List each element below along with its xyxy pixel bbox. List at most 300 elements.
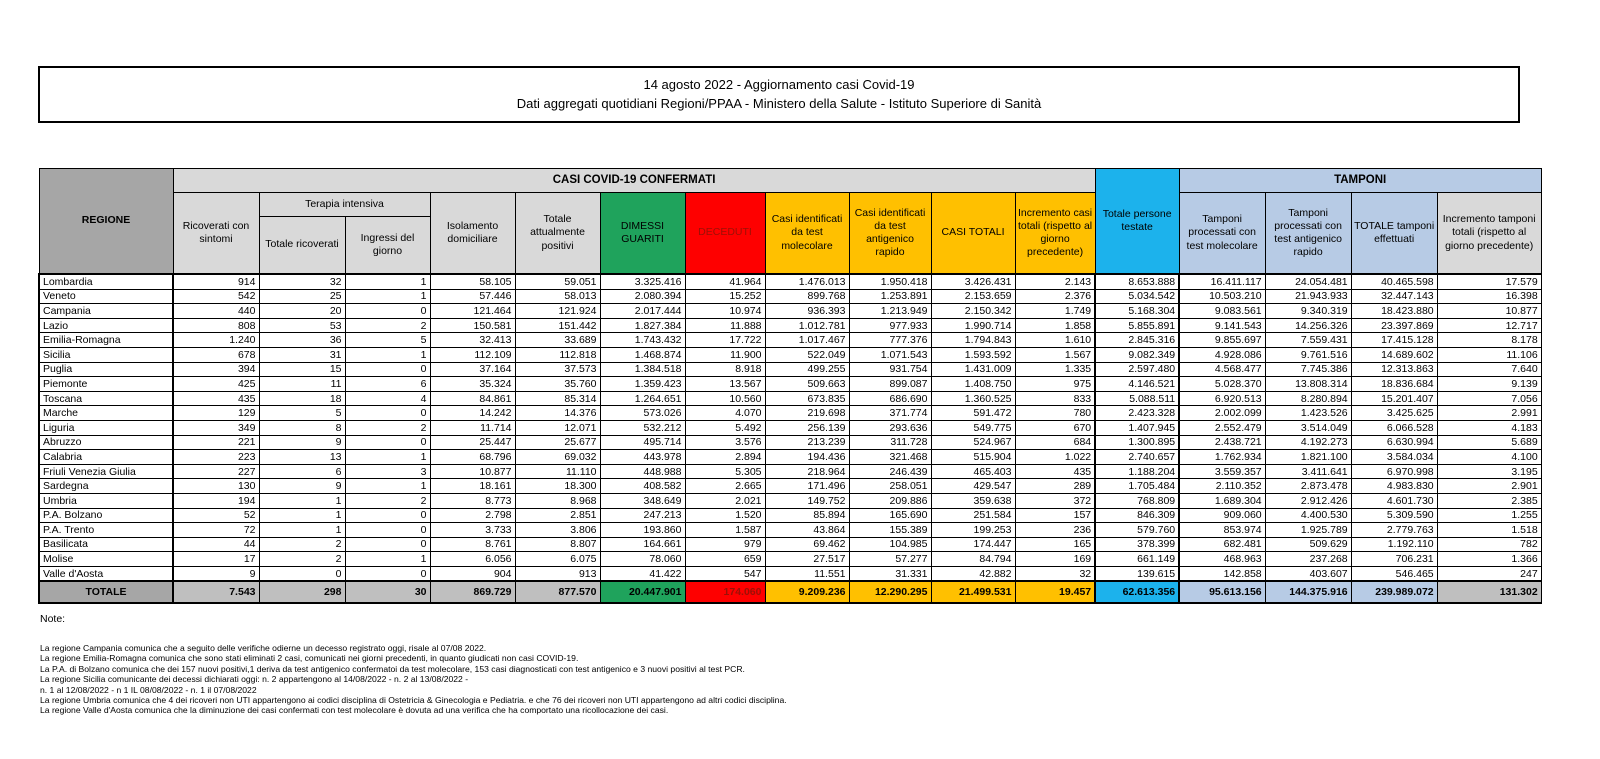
data-cell: 17.415.128 — [1351, 333, 1437, 348]
region-name: Veneto — [39, 289, 173, 304]
data-cell: 495.714 — [600, 435, 685, 450]
data-cell: 213.239 — [765, 435, 849, 450]
data-cell: 31.331 — [849, 566, 931, 581]
data-cell: 2.438.721 — [1179, 435, 1265, 450]
report-date-title: 14 agosto 2022 - Aggiornamento casi Covid-19 — [643, 77, 915, 92]
data-cell: 509.629 — [1265, 537, 1351, 552]
data-cell: 2.385 — [1437, 493, 1541, 508]
data-cell: 1.300.895 — [1095, 435, 1179, 450]
data-cell: 8.807 — [515, 537, 600, 552]
data-cell: 3.411.641 — [1265, 464, 1351, 479]
region-name: Liguria — [39, 420, 173, 435]
data-cell: 2.901 — [1437, 479, 1541, 494]
data-cell: 3.195 — [1437, 464, 1541, 479]
data-cell: 194 — [173, 493, 259, 508]
data-cell: 1.253.891 — [849, 289, 931, 304]
data-cell: 3.733 — [430, 523, 515, 538]
col-header-totale-ricoverati: Totale ricoverati — [259, 217, 345, 275]
data-cell: 174.447 — [931, 537, 1015, 552]
data-cell: 13.808.314 — [1265, 377, 1351, 392]
note-line: n. 1 al 12/08/2022 - n 1 IL 08/08/2022 - n. 1 il 07/08/2022 — [40, 684, 257, 695]
data-cell: 1 — [345, 479, 430, 494]
data-cell: 41.422 — [600, 566, 685, 581]
col-header-incremento-casi: Incremento casi totali (rispetto al giorno precedente) — [1015, 193, 1095, 275]
data-cell: 236 — [1015, 523, 1095, 538]
data-cell: 1.359.423 — [600, 377, 685, 392]
data-cell: 209.886 — [849, 493, 931, 508]
data-cell: 425 — [173, 377, 259, 392]
data-cell: 1.423.526 — [1265, 406, 1351, 421]
data-cell: 218.964 — [765, 464, 849, 479]
data-cell: 5 — [259, 406, 345, 421]
data-cell: 6 — [345, 377, 430, 392]
data-cell: 678 — [173, 347, 259, 362]
data-cell: 1 — [259, 493, 345, 508]
data-cell: 149.752 — [765, 493, 849, 508]
data-cell: 5.168.304 — [1095, 304, 1179, 319]
data-cell: 1.990.714 — [931, 318, 1015, 333]
data-cell: 6.075 — [515, 552, 600, 567]
data-cell: 42.882 — [931, 566, 1015, 581]
data-cell: 899.087 — [849, 377, 931, 392]
data-cell: 72 — [173, 523, 259, 538]
table-row — [39, 391, 1541, 406]
table-row — [39, 523, 1541, 538]
col-header-tamponi-molecolare: Tamponi processati con test molecolare — [1179, 193, 1265, 275]
data-cell: 10.877 — [430, 464, 515, 479]
data-cell: 14.689.602 — [1351, 347, 1437, 362]
data-cell: 4.601.730 — [1351, 493, 1437, 508]
data-cell: 35.760 — [515, 377, 600, 392]
data-cell: 1.950.418 — [849, 274, 931, 289]
data-cell: 546.465 — [1351, 566, 1437, 581]
data-cell: 112.818 — [515, 347, 600, 362]
data-cell: 165 — [1015, 537, 1095, 552]
data-cell: 670 — [1015, 420, 1095, 435]
data-cell: 11.888 — [685, 318, 765, 333]
table-row — [39, 479, 1541, 494]
data-cell: 6.066.528 — [1351, 420, 1437, 435]
data-cell: 32 — [259, 274, 345, 289]
data-cell: 524.967 — [931, 435, 1015, 450]
table-row — [39, 274, 1541, 289]
total-cell: 95.613.156 — [1179, 581, 1265, 603]
data-cell: 157 — [1015, 508, 1095, 523]
data-cell: 150.581 — [430, 318, 515, 333]
table-row — [39, 435, 1541, 450]
data-cell: 12.313.863 — [1351, 362, 1437, 377]
data-cell: 7.640 — [1437, 362, 1541, 377]
data-cell: 85.314 — [515, 391, 600, 406]
data-cell: 684 — [1015, 435, 1095, 450]
data-cell: 5.088.511 — [1095, 391, 1179, 406]
data-cell: 2.021 — [685, 493, 765, 508]
data-cell: 1 — [259, 523, 345, 538]
region-name: Molise — [39, 552, 173, 567]
table-row — [39, 537, 1541, 552]
data-cell: 2.665 — [685, 479, 765, 494]
region-name: Calabria — [39, 450, 173, 465]
region-name: Umbria — [39, 493, 173, 508]
data-cell: 1 — [345, 450, 430, 465]
data-cell: 8.653.888 — [1095, 274, 1179, 289]
data-cell: 10.877 — [1437, 304, 1541, 319]
col-header-totale-persone-testate: Totale persone testate — [1095, 169, 1179, 275]
covid-data-table — [38, 168, 1542, 604]
data-cell: 1 — [259, 508, 345, 523]
data-cell: 909.060 — [1179, 508, 1265, 523]
data-cell: 14.242 — [430, 406, 515, 421]
total-cell: 144.375.916 — [1265, 581, 1351, 603]
group-header-terapia-intensiva: Terapia intensiva — [259, 193, 430, 217]
data-cell: 448.988 — [600, 464, 685, 479]
data-cell: 10.974 — [685, 304, 765, 319]
total-row-label: TOTALE — [39, 581, 173, 603]
data-cell: 9.139 — [1437, 377, 1541, 392]
data-cell: 2 — [345, 420, 430, 435]
data-cell: 706.231 — [1351, 552, 1437, 567]
data-cell: 8 — [259, 420, 345, 435]
data-cell: 3.514.049 — [1265, 420, 1351, 435]
data-cell: 6.630.994 — [1351, 435, 1437, 450]
region-name: Basilicata — [39, 537, 173, 552]
data-cell: 0 — [345, 304, 430, 319]
total-cell: 131.302 — [1437, 581, 1541, 603]
data-cell: 659 — [685, 552, 765, 567]
data-cell: 1.567 — [1015, 347, 1095, 362]
data-cell: 8.773 — [430, 493, 515, 508]
data-cell: 348.649 — [600, 493, 685, 508]
data-cell: 130 — [173, 479, 259, 494]
data-cell: 221 — [173, 435, 259, 450]
total-cell: 21.499.531 — [931, 581, 1015, 603]
data-cell: 121.464 — [430, 304, 515, 319]
data-cell: 1.360.525 — [931, 391, 1015, 406]
data-cell: 247.213 — [600, 508, 685, 523]
data-cell: 193.860 — [600, 523, 685, 538]
col-header-casi-test-antigenico: Casi identificati da test antigenico rapido — [849, 193, 931, 275]
col-header-dimessi-guariti: DIMESSI GUARITI — [600, 193, 685, 275]
table-row — [39, 464, 1541, 479]
data-cell: 686.690 — [849, 391, 931, 406]
data-cell: 394 — [173, 362, 259, 377]
data-cell: 32 — [1015, 566, 1095, 581]
data-cell: 6.970.998 — [1351, 464, 1437, 479]
data-cell: 9 — [259, 435, 345, 450]
data-cell: 11.900 — [685, 347, 765, 362]
data-cell: 4 — [345, 391, 430, 406]
data-cell: 499.255 — [765, 362, 849, 377]
data-cell: 53 — [259, 318, 345, 333]
data-cell: 977.933 — [849, 318, 931, 333]
table-row — [39, 552, 1541, 567]
data-cell: 0 — [345, 566, 430, 581]
table-row — [39, 406, 1541, 421]
note-line: La regione Campania comunica che a seguito delle verifiche odierne un decesso registrato oggi, risale al 07/08 2022. — [40, 643, 487, 653]
region-name: Marche — [39, 406, 173, 421]
data-cell: 57.446 — [430, 289, 515, 304]
data-cell: 1.017.467 — [765, 333, 849, 348]
region-name: Friuli Venezia Giulia — [39, 464, 173, 479]
total-cell: 20.447.901 — [600, 581, 685, 603]
region-name: Sardegna — [39, 479, 173, 494]
data-cell: 78.060 — [600, 552, 685, 567]
data-cell: 0 — [345, 362, 430, 377]
data-cell: 33.689 — [515, 333, 600, 348]
data-cell: 9.141.543 — [1179, 318, 1265, 333]
data-cell: 782 — [1437, 537, 1541, 552]
data-cell: 2.845.316 — [1095, 333, 1179, 348]
data-cell: 32.413 — [430, 333, 515, 348]
data-cell: 5.305 — [685, 464, 765, 479]
col-header-isolamento-domiciliare: Isolamento domiciliare — [430, 193, 515, 275]
data-cell: 171.496 — [765, 479, 849, 494]
group-header-casi-confermati: CASI COVID-19 CONFERMATI — [173, 169, 1095, 193]
data-cell: 2.376 — [1015, 289, 1095, 304]
data-cell: 979 — [685, 537, 765, 552]
data-cell: 165.690 — [849, 508, 931, 523]
total-row — [39, 581, 1541, 603]
notes-heading: Note: — [40, 613, 66, 625]
data-cell: 1.520 — [685, 508, 765, 523]
data-cell: 4.400.530 — [1265, 508, 1351, 523]
data-cell: 5.689 — [1437, 435, 1541, 450]
table-row — [39, 304, 1541, 319]
data-cell: 27.517 — [765, 552, 849, 567]
data-cell: 151.442 — [515, 318, 600, 333]
data-cell: 2.423.328 — [1095, 406, 1179, 421]
data-cell: 846.309 — [1095, 508, 1179, 523]
region-name: Lombardia — [39, 274, 173, 289]
data-cell: 10.503.210 — [1179, 289, 1265, 304]
data-cell: 2.740.657 — [1095, 450, 1179, 465]
table-row — [39, 377, 1541, 392]
data-cell: 17 — [173, 552, 259, 567]
data-cell: 9.761.516 — [1265, 347, 1351, 362]
data-cell: 0 — [345, 523, 430, 538]
data-cell: 8.968 — [515, 493, 600, 508]
data-cell: 44 — [173, 537, 259, 552]
data-cell: 2 — [259, 537, 345, 552]
data-cell: 2.912.426 — [1265, 493, 1351, 508]
data-cell: 465.403 — [931, 464, 1015, 479]
data-cell: 289 — [1015, 479, 1095, 494]
data-cell: 8.761 — [430, 537, 515, 552]
data-cell: 522.049 — [765, 347, 849, 362]
data-cell: 931.754 — [849, 362, 931, 377]
col-header-casi-test-molecolare: Casi identificati da test molecolare — [765, 193, 849, 275]
data-cell: 468.963 — [1179, 552, 1265, 567]
data-cell: 6.920.513 — [1179, 391, 1265, 406]
data-cell: 1.022 — [1015, 450, 1095, 465]
data-cell: 1.366 — [1437, 552, 1541, 567]
data-cell: 18.423.880 — [1351, 304, 1437, 319]
data-cell: 0 — [345, 435, 430, 450]
col-header-ricoverati-con-sintomi: Ricoverati con sintomi — [173, 193, 259, 275]
data-cell: 2.002.099 — [1179, 406, 1265, 421]
data-cell: 573.026 — [600, 406, 685, 421]
data-cell: 2.851 — [515, 508, 600, 523]
data-cell: 4.070 — [685, 406, 765, 421]
col-header-incremento-tamponi: Incremento tamponi totali (rispetto al giorno precedente) — [1437, 193, 1541, 275]
data-cell: 1 — [345, 274, 430, 289]
notes-list — [40, 643, 1540, 716]
data-cell: 14.256.326 — [1265, 318, 1351, 333]
data-cell: 13 — [259, 450, 345, 465]
region-name: Toscana — [39, 391, 173, 406]
data-cell: 3.559.357 — [1179, 464, 1265, 479]
data-cell: 9 — [173, 566, 259, 581]
data-cell: 4.192.273 — [1265, 435, 1351, 450]
col-header-regione: REGIONE — [39, 169, 173, 275]
data-cell: 7.745.386 — [1265, 362, 1351, 377]
data-cell: 23.397.869 — [1351, 318, 1437, 333]
data-cell: 58.013 — [515, 289, 600, 304]
data-cell: 25.447 — [430, 435, 515, 450]
data-cell: 3.426.431 — [931, 274, 1015, 289]
region-name: Abruzzo — [39, 435, 173, 450]
data-cell: 1.610 — [1015, 333, 1095, 348]
data-cell: 1.255 — [1437, 508, 1541, 523]
data-cell: 199.253 — [931, 523, 1015, 538]
data-cell: 15.201.407 — [1351, 391, 1437, 406]
col-header-tamponi-antigenico: Tamponi processati con test antigenico rapido — [1265, 193, 1351, 275]
col-header-ingressi-del-giorno: Ingressi del giorno — [345, 217, 430, 275]
data-cell: 7.056 — [1437, 391, 1541, 406]
data-cell: 2.597.480 — [1095, 362, 1179, 377]
total-cell: 239.989.072 — [1351, 581, 1437, 603]
data-cell: 936.393 — [765, 304, 849, 319]
data-cell: 69.032 — [515, 450, 600, 465]
data-cell: 24.054.481 — [1265, 274, 1351, 289]
data-cell: 223 — [173, 450, 259, 465]
data-cell: 1.689.304 — [1179, 493, 1265, 508]
data-cell: 104.985 — [849, 537, 931, 552]
data-cell: 808 — [173, 318, 259, 333]
data-cell: 18.836.684 — [1351, 377, 1437, 392]
table-row — [39, 566, 1541, 581]
data-cell: 2.150.342 — [931, 304, 1015, 319]
data-cell: 36 — [259, 333, 345, 348]
data-cell: 2 — [345, 318, 430, 333]
note-line: La regione Valle d'Aosta comunica che la diminuzione dei casi confermati con test molecolare è dovuta ad una verifica che ha comportato una ricollocazione dei casi. — [40, 705, 669, 716]
table-header — [39, 169, 1541, 275]
data-cell: 3.806 — [515, 523, 600, 538]
data-cell: 15.252 — [685, 289, 765, 304]
data-cell: 1.384.518 — [600, 362, 685, 377]
data-cell: 509.663 — [765, 377, 849, 392]
data-cell: 11 — [259, 377, 345, 392]
data-cell: 515.904 — [931, 450, 1015, 465]
data-cell: 9.855.697 — [1179, 333, 1265, 348]
table-row — [39, 450, 1541, 465]
data-cell: 1.407.945 — [1095, 420, 1179, 435]
data-cell: 3.584.034 — [1351, 450, 1437, 465]
data-cell: 8.280.894 — [1265, 391, 1351, 406]
data-cell: 69.462 — [765, 537, 849, 552]
data-cell: 35.324 — [430, 377, 515, 392]
data-cell: 0 — [259, 566, 345, 581]
data-cell: 3.425.625 — [1351, 406, 1437, 421]
total-cell: 30 — [345, 581, 430, 603]
data-cell: 256.139 — [765, 420, 849, 435]
data-cell: 1.762.934 — [1179, 450, 1265, 465]
data-cell: 258.051 — [849, 479, 931, 494]
data-cell: 5.855.891 — [1095, 318, 1179, 333]
data-cell: 6 — [259, 464, 345, 479]
data-cell: 25 — [259, 289, 345, 304]
data-cell: 579.760 — [1095, 523, 1179, 538]
data-cell: 12.717 — [1437, 318, 1541, 333]
data-cell: 43.864 — [765, 523, 849, 538]
data-cell: 429.547 — [931, 479, 1015, 494]
data-cell: 58.105 — [430, 274, 515, 289]
data-cell: 112.109 — [430, 347, 515, 362]
data-cell: 1.705.484 — [1095, 479, 1179, 494]
data-cell: 17.722 — [685, 333, 765, 348]
report-subtitle: Dati aggregati quotidiani Regioni/PPAA - Ministero della Salute - Istituto Superiore di Sanità — [516, 96, 1042, 111]
data-cell: 7.559.431 — [1265, 333, 1351, 348]
data-cell: 18 — [259, 391, 345, 406]
data-cell: 899.768 — [765, 289, 849, 304]
data-cell: 8.178 — [1437, 333, 1541, 348]
col-header-casi-totali: CASI TOTALI — [931, 193, 1015, 275]
group-header-tamponi: TAMPONI — [1179, 169, 1541, 193]
data-cell: 682.481 — [1179, 537, 1265, 552]
data-cell: 780 — [1015, 406, 1095, 421]
data-cell: 440 — [173, 304, 259, 319]
data-cell: 1.264.651 — [600, 391, 685, 406]
data-cell: 542 — [173, 289, 259, 304]
data-cell: 37.573 — [515, 362, 600, 377]
data-cell: 777.376 — [849, 333, 931, 348]
total-cell: 12.290.295 — [849, 581, 931, 603]
data-cell: 1.468.874 — [600, 347, 685, 362]
total-cell: 62.613.356 — [1095, 581, 1179, 603]
data-cell: 591.472 — [931, 406, 1015, 421]
data-cell: 10.560 — [685, 391, 765, 406]
data-cell: 4.983.830 — [1351, 479, 1437, 494]
data-cell: 1.071.543 — [849, 347, 931, 362]
total-cell: 174.060 — [685, 581, 765, 603]
data-cell: 8.918 — [685, 362, 765, 377]
data-cell: 9.083.561 — [1179, 304, 1265, 319]
col-header-totale-tamponi: TOTALE tamponi effettuati — [1351, 193, 1437, 275]
table-row — [39, 289, 1541, 304]
data-cell: 12.071 — [515, 420, 600, 435]
region-name: P.A. Bolzano — [39, 508, 173, 523]
data-cell: 1 — [345, 552, 430, 567]
data-cell: 3.325.416 — [600, 274, 685, 289]
data-cell: 349 — [173, 420, 259, 435]
data-cell: 359.638 — [931, 493, 1015, 508]
data-cell: 85.894 — [765, 508, 849, 523]
table-row — [39, 420, 1541, 435]
data-cell: 2.017.444 — [600, 304, 685, 319]
data-cell: 11.714 — [430, 420, 515, 435]
data-cell: 1 — [345, 289, 430, 304]
data-cell: 2.779.763 — [1351, 523, 1437, 538]
data-cell: 227 — [173, 464, 259, 479]
data-cell: 251.584 — [931, 508, 1015, 523]
data-cell: 11.106 — [1437, 347, 1541, 362]
data-cell: 1.213.949 — [849, 304, 931, 319]
data-cell: 4.183 — [1437, 420, 1541, 435]
data-cell: 5.034.542 — [1095, 289, 1179, 304]
data-cell: 139.615 — [1095, 566, 1179, 581]
data-cell: 768.809 — [1095, 493, 1179, 508]
col-header-deceduti: DECEDUTI — [685, 193, 765, 275]
